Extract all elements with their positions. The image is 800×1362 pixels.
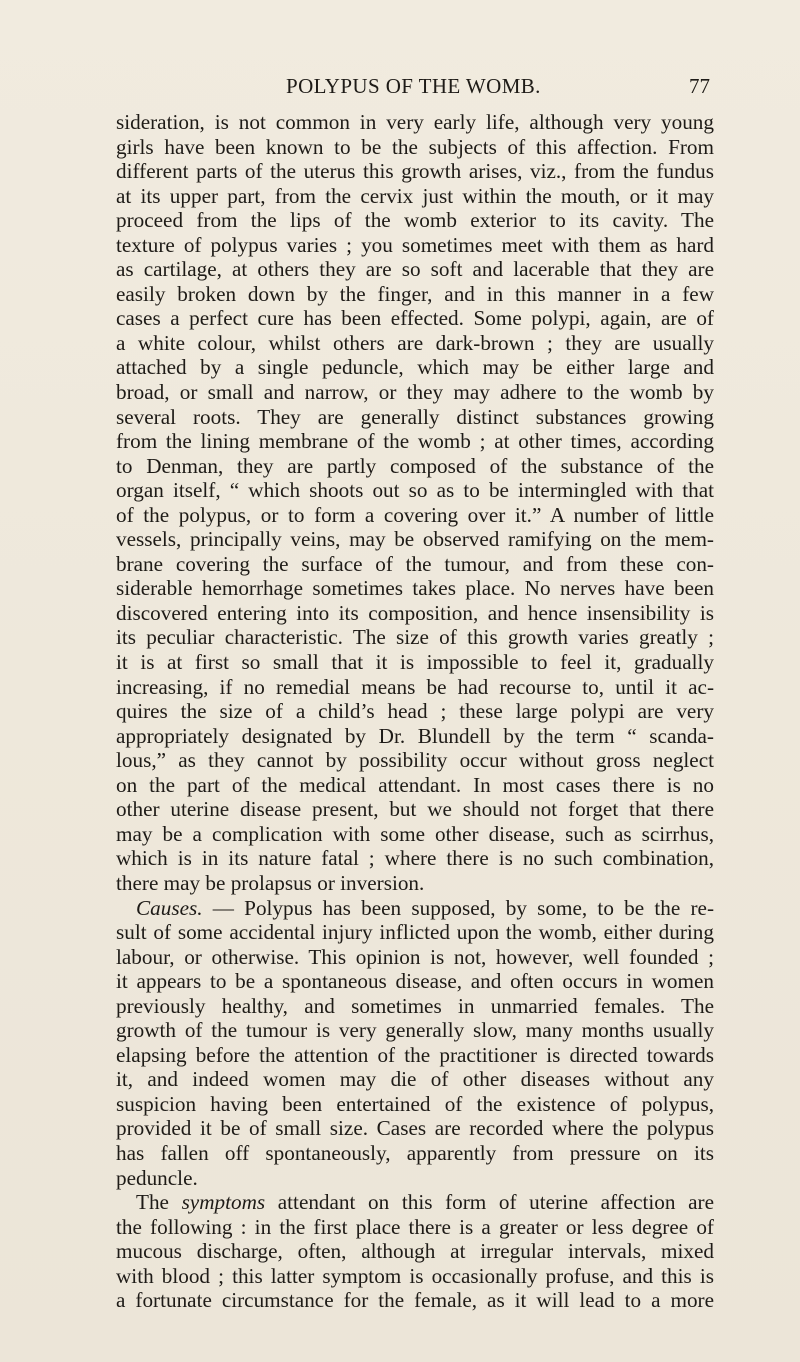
text-line: cases a perfect cure has been effected. Some polypi, again, are of	[116, 306, 714, 331]
text-line: increasing, if no remedial means be had recourse to, until it ac-	[116, 674, 714, 699]
text-line: broad, or small and narrow, or they may adhere to the womb by	[116, 380, 714, 405]
text-line: several roots. They are generally distinct substances growing	[116, 404, 714, 429]
text-line: suspicion having been entertained of the existence of polypus,	[116, 1091, 714, 1116]
causes-first-line	[116, 896, 714, 921]
text-line: has fallen off spontaneously, apparently from pressure on its	[116, 1140, 714, 1165]
text-line: lous,” as they cannot by possibility occur without gross neglect	[116, 748, 714, 773]
text-line: it appears to be a spontaneous disease, and often occurs in women	[116, 969, 714, 994]
text-line: quires the size of a child’s head ; these large polypi are very	[116, 699, 714, 724]
text-line: it, and indeed women may die of other diseases without any	[116, 1067, 714, 1092]
symptoms-first-line	[116, 1190, 714, 1215]
symptoms-prefix: The	[136, 1190, 182, 1215]
text-line: with blood ; this latter symptom is occasionally profuse, and this is	[116, 1263, 714, 1288]
text-line: sideration, is not common in very early life, although very young	[116, 110, 714, 134]
text-line: on the part of the medical attendant. In most cases there is no	[116, 772, 714, 797]
text-line: growth of the tumour is very generally slow, many months usually	[116, 1018, 714, 1043]
text-line: as cartilage, at others they are so soft and lacerable that they are	[116, 257, 714, 282]
running-head-title: POLYPUS OF THE WOMB.	[286, 74, 541, 98]
symptoms-heading: symptoms	[181, 1190, 266, 1215]
text-line: different parts of the uterus this growth arises, viz., from the fundus	[116, 159, 714, 184]
text-line: its peculiar characteristic. The size of this growth varies greatly ;	[116, 625, 714, 650]
text-line: labour, or otherwise. This opinion is not, however, well founded ;	[116, 944, 714, 969]
running-head	[116, 74, 710, 102]
symptoms-text: attendant on this form of uterine affection are	[265, 1190, 714, 1215]
text-line: other uterine disease present, but we should not forget that there	[116, 797, 714, 822]
text-line: may be a complication with some other disease, such as scirrhus,	[116, 821, 714, 846]
text-line: texture of polypus varies ; you sometimes meet with them as hard	[116, 232, 714, 257]
text-line: sult of some accidental injury inflicted upon the womb, either during	[116, 920, 714, 945]
text-line: there may be prolapsus or inversion.	[116, 870, 425, 895]
text-line: girls have been known to be the subjects of this affection. From	[116, 134, 714, 159]
text-line: from the lining membrane of the womb ; at other times, according	[116, 429, 714, 454]
text-line: of the polypus, or to form a covering over it.” A number of little	[116, 502, 714, 527]
text-line: elapsing before the attention of the practitioner is directed towards	[116, 1042, 714, 1067]
text-line: discovered entering into its composition, and hence insensibility is	[116, 600, 714, 625]
text-line: provided it be of small size. Cases are recorded where the polypus	[116, 1116, 714, 1141]
causes-heading: Causes.	[136, 895, 203, 920]
text-line: attached by a single peduncle, which may be either large and	[116, 355, 714, 380]
text-line: which is in its nature fatal ; where there is no such combination,	[116, 846, 714, 871]
text-line: vessels, principally veins, may be observed ramifying on the mem-	[116, 527, 714, 552]
body-text	[116, 110, 714, 1313]
text-line: mucous discharge, often, although at irregular intervals, mixed	[116, 1239, 714, 1264]
text-line: peduncle.	[116, 1165, 198, 1190]
text-line: appropriately designated by Dr. Blundell by the term “ scanda-	[116, 723, 714, 748]
text-line: the following : in the first place there is a greater or less degree of	[116, 1214, 714, 1239]
causes-text: — Polypus has been supposed, by some, to be the re-	[202, 895, 714, 920]
text-line: brane covering the surface of the tumour, and from these con-	[116, 551, 714, 576]
text-line: a fortunate circumstance for the female, as it will lead to a more	[116, 1288, 714, 1313]
text-line: proceed from the lips of the womb exterior to its cavity. The	[116, 208, 714, 233]
text-line: siderable hemorrhage sometimes takes place. No nerves have been	[116, 576, 714, 601]
text-line: it is at first so small that it is impossible to feel it, gradually	[116, 650, 714, 675]
text-line: a white colour, whilst others are dark-brown ; they are usually	[116, 330, 714, 355]
text-line: at its upper part, from the cervix just within the mouth, or it may	[116, 183, 714, 208]
text-line: to Denman, they are partly composed of the substance of the	[116, 453, 714, 478]
text-line: organ itself, “ which shoots out so as to be intermingled with that	[116, 478, 714, 503]
text-line: previously healthy, and sometimes in unmarried females. The	[116, 993, 714, 1018]
page-number: 77	[689, 74, 710, 98]
text-line: easily broken down by the finger, and in this manner in a few	[116, 281, 714, 306]
